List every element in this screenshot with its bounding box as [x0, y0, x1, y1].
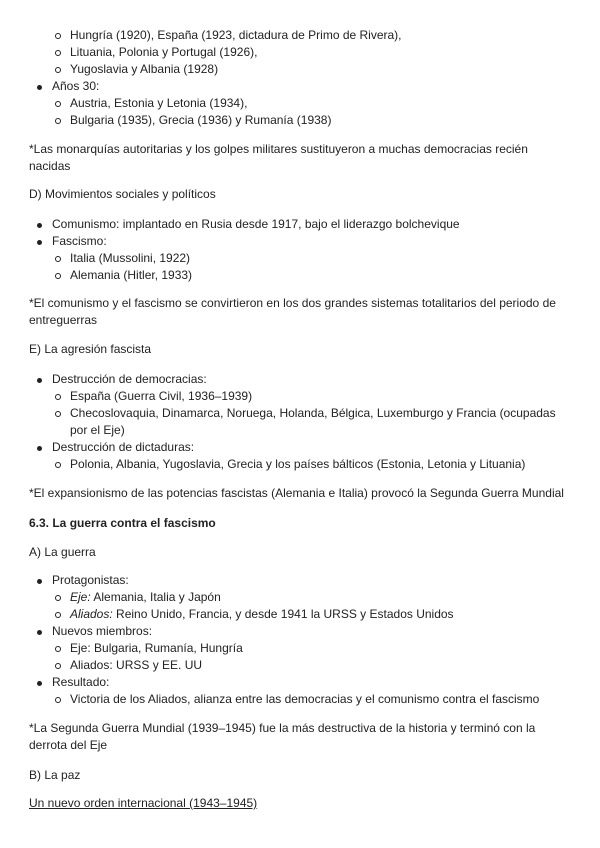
list-item: Lituania, Polonia y Portugal (1926),	[0, 44, 600, 61]
list-item: Italia (Mussolini, 1922)	[0, 250, 600, 267]
list-item: Destrucción de democracias:	[0, 371, 600, 388]
axis-label: Eje:	[70, 590, 91, 604]
list-item	[0, 589, 600, 606]
section-heading: E) La agresión fascista	[29, 342, 152, 356]
list-item: Austria, Estonia y Letonia (1934),	[0, 95, 600, 112]
section-title: 6.3. La guerra contra el fascismo	[29, 516, 216, 530]
list-item: Bulgaria (1935), Grecia (1936) y Rumanía (1938)	[0, 112, 600, 129]
section-heading: D) Movimientos sociales y políticos	[29, 187, 216, 201]
section-e-list	[0, 371, 600, 473]
list-item: Yugoslavia y Albania (1928)	[0, 61, 600, 78]
list-item: Nuevos miembros:	[0, 623, 600, 640]
list-item: Aliados: URSS y EE. UU	[0, 657, 600, 674]
allies-label: Aliados:	[70, 607, 113, 621]
allies-text: Reino Unido, Francia, y desde 1941 la URSS y Estados Unidos	[112, 607, 454, 621]
list-item: Eje: Bulgaria, Rumanía, Hungría	[0, 640, 600, 657]
list-item: Comunismo: implantado en Rusia desde 1917, bajo el liderazgo bolchevique	[0, 216, 600, 233]
list-item: Hungría (1920), España (1923, dictadura de Primo de Rivera),	[0, 27, 600, 44]
axis-text: Alemania, Italia y Japón	[90, 590, 221, 604]
list-item: España (Guerra Civil, 1936–1939)	[0, 388, 600, 405]
list-item: Polonia, Albania, Yugoslavia, Grecia y los países bálticos (Estonia, Letonia y Lituania)	[0, 456, 600, 473]
section-d-list	[0, 216, 600, 284]
intro-list	[0, 27, 600, 129]
section-heading: B) La paz	[29, 768, 81, 782]
list-item: Victoria de los Aliados, alianza entre las democracias y el comunismo contra el fascismo	[0, 691, 600, 708]
list-item: Checoslovaquia, Dinamarca, Noruega, Holanda, Bélgica, Luxemburgo y Francia (ocupadas por el Eje)	[0, 405, 600, 439]
list-item: Resultado:	[0, 674, 600, 691]
list-item: Alemania (Hitler, 1933)	[0, 267, 600, 284]
list-item: Años 30:	[0, 78, 600, 95]
note-paragraph: *El comunismo y el fascismo se convirtieron en los dos grandes sistemas totalitarios del periodo de entreguerras	[29, 296, 556, 327]
list-item: Fascismo:	[0, 233, 600, 250]
subsection-link-heading: Un nuevo orden internacional (1943–1945)	[29, 796, 258, 810]
list-item: Destrucción de dictaduras:	[0, 439, 600, 456]
note-paragraph: *La Segunda Guerra Mundial (1939–1945) fue la más destructiva de la historia y terminó con la derrota del Eje	[29, 721, 536, 752]
note-paragraph: *Las monarquías autoritarias y los golpes militares sustituyeron a muchas democracias recién nacidas	[29, 142, 528, 173]
war-list	[0, 572, 600, 708]
note-paragraph: *El expansionismo de las potencias fascistas (Alemania e Italia) provocó la Segunda Guerra Mundial	[29, 486, 564, 500]
list-item: Protagonistas:	[0, 572, 600, 589]
list-item	[0, 606, 600, 623]
section-heading: A) La guerra	[29, 545, 96, 559]
